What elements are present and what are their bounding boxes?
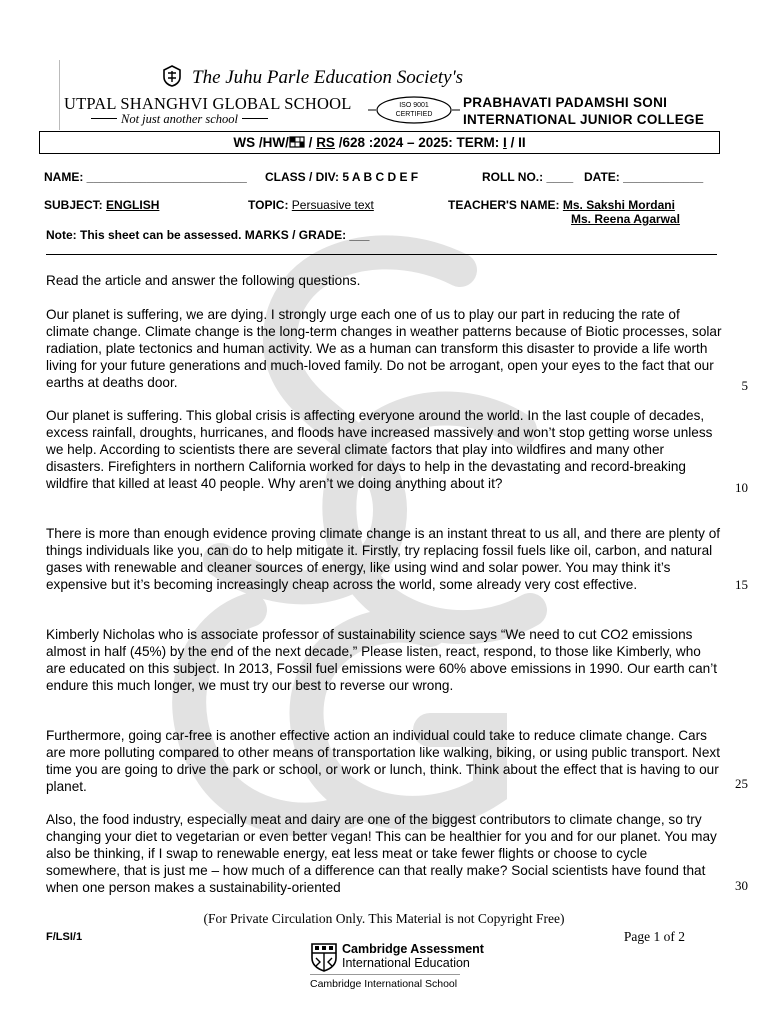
society-crest-icon	[160, 64, 184, 88]
society-name: The Juhu Parle Education Society's	[192, 67, 464, 88]
topic-label: TOPIC:	[248, 198, 289, 212]
date-field: DATE: ____________	[584, 170, 704, 184]
line-number: 10	[735, 480, 748, 495]
college-name	[463, 94, 704, 128]
paragraph-2: Our planet is suffering. This global crisis is affecting everyone around the world. In the last couple of decades, excess rainfall, droughts, hurricanes, and floods have increased massively and won’t stop getting worse unless we help. According to scientists there are several climate factors that play into wildfires and many other disasters. Firefighters in northern California worked for days to help in the devastating and record-breaking wildfire that killed at least 40 people. Why aren’t we doing anything about it?	[46, 408, 713, 491]
cambridge-school-label: Cambridge International School	[310, 978, 458, 990]
college-name-line2: INTERNATIONAL JUNIOR COLLEGE	[463, 112, 705, 127]
cambridge-logo-text	[342, 943, 484, 970]
cambridge-crest-icon	[310, 942, 338, 972]
ws-term-i: I	[503, 135, 507, 150]
topic-field	[248, 198, 374, 212]
roll-no-field: ROLL NO.: ____	[482, 170, 574, 184]
society-title	[160, 64, 463, 89]
instruction-text: Read the article and answer the following questions.	[46, 273, 361, 288]
college-name-line1: PRABHAVATI PADAMSHI SONI	[463, 95, 668, 110]
worksheet-code-box: WS /HW/ / RS /628 :2024 – 2025: TERM: I / II	[39, 131, 720, 154]
form-code: F/LSI/1	[46, 931, 83, 943]
paragraph-6: Also, the food industry, especially meat and dairy are one of the biggest contributors to climate change, so try changing your diet to vegetarian or even better vegan! This can be healthier for you and for our planet. You may also be thinking, if I swap to renewable energy, eat less meat or take fewer flights or choose to cycle somewhere, that is just me – how much of a difference can that really make? Social scientists have found that when one person makes a sustainability-oriented	[46, 812, 717, 895]
line-number: 25	[735, 776, 748, 791]
school-tagline	[87, 112, 272, 127]
ws-term-rest: / II	[506, 135, 526, 150]
teacher-name-2: Ms. Reena Agarwal	[571, 212, 680, 226]
ws-code: /628 :2024 – 2025: TERM:	[334, 135, 504, 150]
assessment-note: Note: This sheet can be assessed. MARKS / GRADE: ___	[46, 228, 370, 242]
school-name-left: UTPAL SHANGHVI GLOBAL SCHOOL	[64, 94, 352, 113]
ws-rs: RS	[316, 135, 335, 150]
line-number: 5	[741, 378, 748, 393]
iso-line1: ISO 9001	[399, 102, 429, 109]
cambridge-line2: International Education	[342, 955, 470, 970]
name-field: NAME: ________________________	[44, 170, 247, 184]
teacher-field	[448, 198, 675, 212]
cambridge-line1: Cambridge Assessment	[342, 942, 484, 956]
checkered-icon	[289, 136, 305, 148]
paragraph-5: Furthermore, going car-free is another effective action an individual could take to reduce climate change. Cars are more polluting compared to other means of transportation like walking, biking, or using public transport. Next time you are going to drive the park or school, or work or lunch, think. Think about the effect that is having to our planet.	[46, 728, 720, 794]
ws-prefix: WS /HW/	[233, 135, 289, 150]
page-number: Page 1 of 2	[623, 929, 685, 944]
subject-field	[44, 198, 159, 212]
teacher-name-1: Ms. Sakshi Mordani	[562, 198, 675, 212]
line-number: 30	[735, 878, 748, 893]
iso-badge	[368, 95, 460, 125]
line-number: 15	[735, 577, 748, 592]
subject-label: SUBJECT:	[44, 198, 103, 212]
paragraph-1: Our planet is suffering, we are dying. I strongly urge each one of us to play our part in reducing the rate of climate change. Climate change is the long-term changes in weather patterns because of Biotic processes, solar radiation, plate tectonics and human activity. We as a human can transform this disaster to provide a life worth living for your future generations and much-loved family. Do not be arrogant, open your eyes to the fact that our earths at deaths door.	[46, 307, 722, 390]
header-rule	[46, 254, 717, 255]
circulation-note: (For Private Circulation Only. This Material is not Copyright Free)	[203, 911, 565, 926]
class-div-field: CLASS / DIV: 5 A B C D E F	[265, 170, 419, 184]
iso-line2: CERTIFIED	[395, 111, 433, 118]
tagline-text: Not just another school	[121, 112, 239, 126]
subject-value: ENGLISH	[106, 198, 160, 212]
header-divider	[59, 60, 60, 130]
teacher-label: TEACHER'S NAME:	[448, 198, 560, 212]
topic-value: Persuasive text	[291, 198, 374, 212]
paragraph-4: Kimberly Nicholas who is associate professor of sustainability science says “We need to cut CO2 emissions almost in half (45%) by the end of the next decade,” Please listen, react, respond, to those like Kimberly, who are educated on this subject. In 2013, Fossil fuel emissions were 60% above emissions in 1990. Our earth can’t endure this much longer, we must try our best to reverse our wrong.	[46, 627, 717, 693]
paragraph-3: There is more than enough evidence proving climate change is an instant threat to us all, and there are plenty of things individuals like you, can do to help mitigate it. Firstly, try replacing fossil fuels like oil, carbon, and natural gases with renewable and cleaner sources of energy, like using wind and solar power. You may think it’s expensive but it’s becoming increasingly cheap across the world, some already very cost effective.	[46, 526, 721, 592]
cambridge-divider	[310, 974, 460, 975]
